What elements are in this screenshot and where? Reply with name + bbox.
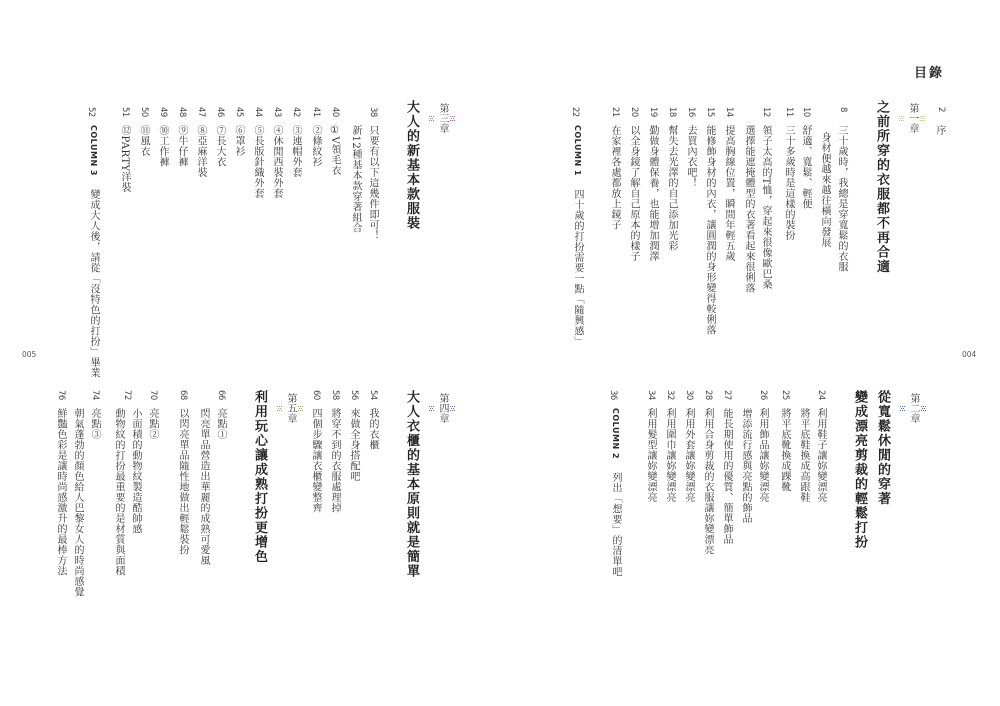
- chapter5-title: 利用玩心讓成熟打扮更增色: [252, 390, 267, 564]
- entry-text: 增添流行感與亮點的飾品: [740, 408, 751, 524]
- entry-page: 38: [368, 107, 378, 117]
- column2-text: 列出「想要」的清單吧: [610, 472, 621, 578]
- entry-text: ⑦長大衣: [214, 125, 225, 167]
- entry-page: 74: [90, 390, 100, 400]
- entry-text: 利用飾品讓妳變漂亮: [757, 408, 768, 503]
- entry-page: 42: [291, 107, 301, 117]
- entry-text: 將平底鞋換成高跟鞋: [798, 408, 809, 503]
- chapter3-label: [429, 100, 456, 136]
- entry-page: 8: [838, 107, 848, 112]
- entry-text: 去買內衣吧！: [685, 125, 696, 188]
- entry-text: ⑧亞麻洋裝: [195, 125, 206, 178]
- entry-text: 三十多歲時是這樣的裝扮: [783, 125, 794, 241]
- entry-text: 能修飾身材的內衣，讓圓潤的身形變得較俐落: [704, 125, 715, 335]
- entry-page: 60: [311, 390, 321, 400]
- entry-text: 勤做身體保養，也能增加潤澤: [647, 125, 658, 262]
- chapter3-header: [402, 100, 456, 231]
- entry-page: 70: [148, 390, 158, 400]
- entry-page: 32: [665, 390, 675, 400]
- entry-page: 10: [801, 107, 811, 117]
- chapter2-label-text: 第二章: [908, 393, 919, 423]
- chapter5-dots-bottom: [277, 406, 283, 411]
- entry-text: 利用鞋子讓妳變漂亮: [815, 408, 826, 503]
- chapter1-label: [899, 100, 926, 136]
- entry-text: 朝氣蓬勃的顏色給人巴黎女人的時尚感覺: [72, 408, 83, 597]
- entry-text: 我的衣櫃: [367, 408, 378, 450]
- chapter1-title: 之前所穿的衣服都不再合適: [874, 100, 889, 274]
- entry-page: 26: [758, 390, 768, 400]
- entry-text: 動物紋的打扮最重要的是材質與面積: [113, 408, 124, 576]
- column1-text: 四十歲的打扮需要一點「隨興感」: [572, 189, 583, 347]
- entry-page: 50: [139, 107, 149, 117]
- entry-page: 24: [816, 390, 826, 400]
- column1: [568, 125, 587, 347]
- entry-page: 21: [610, 107, 620, 117]
- entry-text: ⑫PARTY洋裝: [119, 125, 130, 193]
- entry-text: 能長期使用的優質、簡單飾品: [721, 408, 732, 545]
- entry-page: 27: [722, 390, 732, 400]
- entry-page: 76: [56, 390, 66, 400]
- entry-text: 三十歲時，我總是穿寬鬆的衣服: [836, 125, 847, 272]
- entry-text: ⑥罩衫: [233, 125, 244, 157]
- entry-text: 以閃亮單品隨性地做出輕鬆裝扮: [177, 408, 188, 555]
- entry-text: 以全身鏡了解自己原本的樣子: [628, 125, 639, 262]
- chapter5-header: [250, 390, 304, 564]
- entry-page: 30: [684, 390, 694, 400]
- column3-text: 變成大人後，請從「沒特色的打扮」畢業: [88, 189, 99, 379]
- chapter2-dots-bottom: [900, 406, 906, 411]
- entry-page: 40: [330, 107, 340, 117]
- chapter1-header: [872, 100, 926, 274]
- page-number-right: 004: [962, 350, 977, 359]
- entry-page: 11: [784, 107, 794, 117]
- chapter5-label: [277, 390, 304, 426]
- entry-page: 19: [648, 107, 658, 117]
- entry-text: 提高胸線位置，瞬間年輕五歲: [723, 125, 734, 262]
- entry-text: 利用髮型讓妳變漂亮: [645, 408, 656, 503]
- entry-text: ⑩工作褲: [157, 125, 168, 167]
- entry-text: 幫失去光澤的自己添加光彩: [666, 125, 677, 251]
- entry-page: 51: [120, 107, 130, 117]
- chapter1-label-text: 第一章: [907, 103, 918, 133]
- entry-text: ②條紋衫: [310, 125, 321, 167]
- entry-page: 48: [177, 107, 187, 117]
- entry-page: 28: [703, 390, 713, 400]
- entry-page: 43: [272, 107, 282, 117]
- chapter3-title: 大人的新基本款服裝: [404, 100, 419, 231]
- entry-text: ⑨牛仔褲: [176, 125, 187, 167]
- entry-page: 34: [646, 390, 656, 400]
- entry-page: 47: [196, 107, 206, 117]
- column2: [606, 408, 625, 577]
- chapter3-dots-top: [450, 116, 456, 121]
- entry-page: 72: [122, 390, 132, 400]
- column3-label: COLUMN 3: [89, 125, 98, 176]
- entry-text: ⑤長版針織外套: [252, 125, 263, 199]
- chapter2-dots-top: [921, 406, 927, 411]
- entry-page: 66: [216, 390, 226, 400]
- column2-label: COLUMN 2: [611, 408, 620, 459]
- entry-text: ⑪風衣: [138, 125, 149, 157]
- preface-text: 序: [934, 125, 945, 136]
- chapter3-label-text: 第三章: [437, 103, 448, 133]
- entry-text: 將平底靴換成踝靴: [779, 408, 790, 492]
- entry-page: 44: [253, 107, 263, 117]
- entry-text: 利用圍巾讓妳變漂亮: [664, 408, 675, 503]
- preface-page: 2: [936, 107, 946, 112]
- entry-text: 亮點③: [89, 408, 100, 440]
- entry-page: 14: [724, 107, 734, 117]
- entry-text: 新12種基本款穿著組合: [350, 125, 361, 234]
- entry-text: 閃亮單品營造出華麗的成熟可愛風: [198, 408, 209, 566]
- chapter4-header: [402, 390, 456, 579]
- chapter2-label: [900, 390, 927, 426]
- page-number-left: 005: [22, 350, 37, 359]
- entry-page: 12: [761, 107, 771, 117]
- entry-text: 身材便越來越往橫向發展: [819, 132, 830, 248]
- entry-text: ④休閒西裝外套: [271, 125, 282, 199]
- entry-text: 選擇能遮掩體型的衣著看起來很俐落: [743, 125, 754, 293]
- chapter5-label-text: 第五章: [285, 393, 296, 423]
- chapter4-title: 大人衣櫃的基本原則就是簡單: [404, 390, 419, 579]
- entry-page: 15: [705, 107, 715, 117]
- entry-page: 20: [629, 107, 639, 117]
- entry-text: 鮮豔色彩是讓時尚感激升的最棒方法: [55, 408, 66, 576]
- chapter1-dots-top: [920, 116, 926, 121]
- chapter5-dots-top: [298, 406, 304, 411]
- entry-text: 亮點②: [147, 408, 158, 440]
- chapter1-dots-bottom: [899, 116, 905, 121]
- entry-page: 22: [570, 107, 580, 117]
- entry-text: 利用合身剪裁的衣服讓妳變漂亮: [702, 408, 713, 555]
- entry-text: ①V領毛衣: [329, 125, 340, 176]
- entry-text: 來做全身搭配吧: [348, 408, 359, 482]
- chapter4-label-text: 第四章: [437, 393, 448, 423]
- entry-page: 49: [158, 107, 168, 117]
- chapter3-dots-bottom: [429, 116, 435, 121]
- entry-page: 68: [178, 390, 188, 400]
- entry-text: 將穿不到的衣服處理掉: [329, 408, 340, 513]
- entry-page: 25: [780, 390, 790, 400]
- entry-text: 領子太高的T恤，穿起來很像歐巴桑: [760, 125, 771, 290]
- entry-page: 18: [667, 107, 677, 117]
- entry-text: 小面積的動物紋製造酷帥感: [130, 408, 141, 534]
- entry-text: 利用外套讓妳變漂亮: [683, 408, 694, 503]
- entry-page: 54: [368, 390, 378, 400]
- entry-page: 36: [608, 390, 618, 400]
- entry-text: 亮點①: [215, 408, 226, 440]
- entry-page: 56: [349, 390, 359, 400]
- chapter4-dots-bottom: [429, 406, 435, 411]
- entry-page: 46: [215, 107, 225, 117]
- entry-page: 45: [234, 107, 244, 117]
- entry-page: 58: [330, 390, 340, 400]
- chapter2-title-line2: 變成漂亮剪裁的輕鬆打扮: [852, 390, 867, 550]
- right-page: [500, 0, 1000, 706]
- entry-text: 只要有以下這幾件即可！: [367, 125, 378, 241]
- entry-text: 四個步驟讓衣櫃變整齊: [310, 408, 321, 513]
- column3: [84, 125, 103, 378]
- column1-label: COLUMN 1: [573, 125, 582, 176]
- entry-text: 在家裡各處都放上鏡子: [609, 125, 620, 230]
- entry-page: 41: [311, 107, 321, 117]
- chapter4-label: [429, 390, 456, 426]
- chapter2-header: [850, 390, 927, 550]
- chapter4-dots-top: [450, 406, 456, 411]
- entry-page: 52: [86, 107, 96, 117]
- toc-title: 目錄: [914, 66, 945, 81]
- entry-text: 舒適、寬鬆、輕便: [800, 125, 811, 209]
- entry-text: ③連帽外套: [290, 125, 301, 178]
- entry-page: 16: [686, 107, 696, 117]
- chapter2-title-line1: 從寬鬆休閒的穿著: [875, 390, 890, 506]
